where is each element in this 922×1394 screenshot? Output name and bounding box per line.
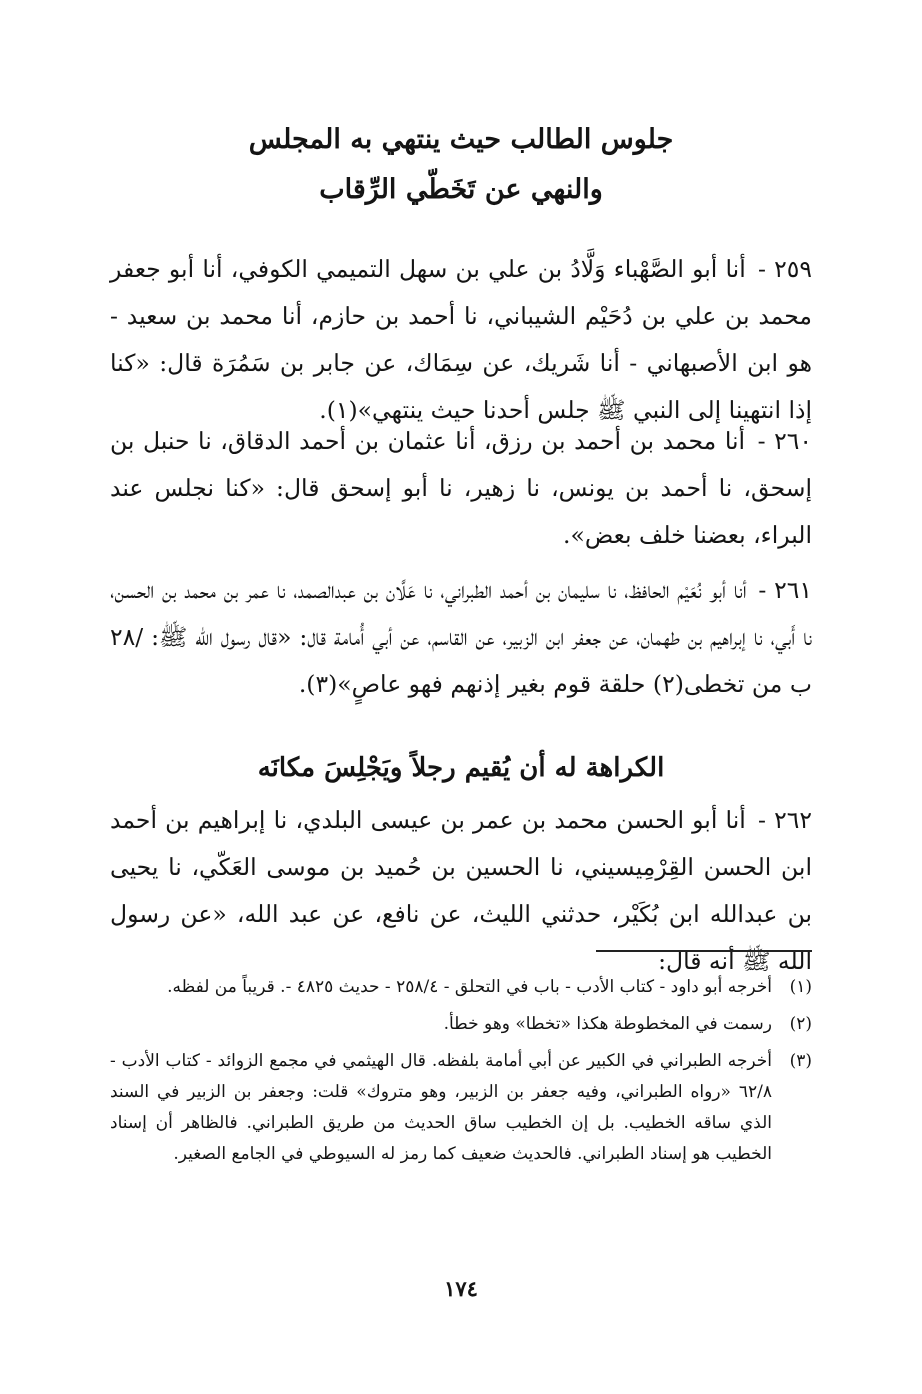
- footnote-text: رسمت في المخطوطة هكذا «تخطا» وهو خطأ.: [443, 1014, 772, 1034]
- footnote-divider: [596, 950, 812, 952]
- hadith-number: ٢٥٩ -: [757, 255, 812, 283]
- footnote-item: [110, 1009, 812, 1040]
- footnote-number: (١): [789, 977, 812, 997]
- hadith-paragraph-261: [110, 567, 812, 708]
- footnote-text: أخرجه الطبراني في الكبير عن أبي أمامة بلفظه. قال الهيثمي في مجمع الزوائد - كتاب الأدب - ٦٢/٨ «رواه الطبراني، وفيه جعفر بن الزبير، وهو متروك» قلت: وجعفر بن الزبير في السند الذي ساقه الخطيب. بل إن الخطيب ساق الحديث من طريق الطبراني. فالظاهر أن إسناد الخطيب هو إسناد الطبراني. فالحديث ضعيف كما رمز له السيوطي في الجامع الصغير.: [110, 1051, 772, 1164]
- hadith-number: ٢٦٢ -: [757, 806, 812, 834]
- footnote-number: (٣): [789, 1051, 812, 1071]
- section-heading-subtitle: والنهي عن تَخَطّي الرِّقاب: [319, 174, 603, 205]
- hadith-paragraph-259: [110, 246, 812, 434]
- hadith-text: أنا محمد بن أحمد بن رزق، أنا عثمان بن أحمد الدقاق، نا حنبل بن إسحق، نا أحمد بن يونس، نا زهير، نا أبو إسحق قال: «كنا نجلس عند البراء، بعضنا خلف بعض».: [110, 427, 812, 549]
- footnote-number: (٢): [789, 1014, 812, 1034]
- hadith-paragraph-260: [110, 418, 812, 559]
- hadith-text: أنا أبو الحسن محمد بن عمر بن عيسى البلدي، نا إبراهيم بن أحمد ابن الحسن القِرْمِيسيني، نا الحسين بن حُميد بن موسى العَكّي، نا يحيى بن عبدالله ابن بُكَيْر، حدثني الليث، عن نافع، عن عبد الله، «عن رسول الله ﷺ أنه قال:: [110, 806, 812, 975]
- hadith-text: أنا أبو الصَّهْباء وَلَّادُ بن علي بن سهل التميمي الكوفي، أنا أبو جعفر محمد بن علي بن دُحَيْم الشيباني، نا أحمد بن حازم، أنا محمد بن سعيد - هو ابن الأصبهاني - أنا شَريك، عن سِمَاك، عن جابر بن سَمُرَة قال: «كنا إذا انتهينا إلى النبي ﷺ جلس أحدنا حيث ينتهي»(١).: [110, 255, 812, 424]
- footnote-item: [110, 972, 812, 1003]
- hadith-paragraph-262: [110, 797, 812, 985]
- footnotes: [110, 972, 812, 1176]
- page-number: ١٧٤: [444, 1276, 478, 1301]
- section-heading-title: جلوس الطالب حيث ينتهي به المجلس: [248, 124, 674, 155]
- footnote-item: [110, 1046, 812, 1170]
- footnote-text: أخرجه أبو داود - كتاب الأدب - باب في التحلق - ٢٥٨/٤ - حديث ٤٨٢٥ -. قريباً من لفظه.: [167, 977, 772, 997]
- hadith-number: ٢٦١ -: [758, 576, 812, 604]
- section-heading-second: الكراهة له أن يُقيم رجلاً ويَجْلِسَ مكانَه: [257, 753, 665, 783]
- hadith-text: أنا أبو نُعَيْم الحافظ، نا سليمان بن أحمد الطبراني، نا عَلَّان بن عبدالصمد، نا عمر بن محمد بن الحسن، نا أَبي، نا إبراهيم بن طهمان، عن جعفر ابن الزبير، عن القاسم، عن أبي أُمامة قال: «قال رسول الله ﷺ: /٢٨ ب من تخطى(٢) حلقة قوم بغير إذنهم فهو عاصٍ»(٣).: [110, 576, 812, 698]
- hadith-number: ٢٦٠ -: [757, 427, 812, 455]
